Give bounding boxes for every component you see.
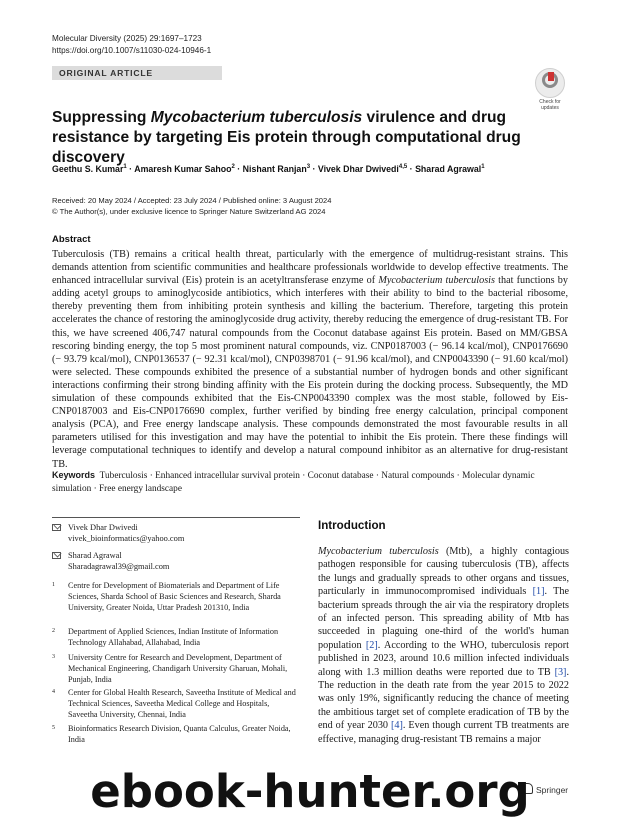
abstract-heading: Abstract <box>52 234 91 245</box>
email-link[interactable]: vivek_bioinformatics@yahoo.com <box>68 534 185 543</box>
article-type-banner: ORIGINAL ARTICLE <box>52 66 222 80</box>
keywords <box>52 469 568 496</box>
journal-citation: Molecular Diversity (2025) 29:1697–1723 <box>52 34 202 43</box>
abstract-text: Tuberculosis (TB) remains a critical health threat, particularly with the emergence of multidrug-resistant strains. This demands attention from scientific communities and healthcare professionals worldwide to develop effective treatments. The enhanced intracellular survival (Eis) protein is an acetyltransferase enzyme of Mycobacterium tuberculosis that functions by adding acetyl groups to aminoglycoside antibiotics, which interferes with their ability to bind to the bacterial ribosome, thereby preventing them from inhibiting protein synthesis and killing the bacterium. Therefore, targeting this protein accelerates the chance of restoring the aminoglycoside drug activity, thereby reducing the emergence of drug-resistant TB. For this, we have screened 406,747 natural compounds from the Coconut database against Eis protein. Based on MM/GBSA rescoring binding energy, the top 5 most prominent natural compounds, viz. CNP0187003 (− 96.14 kcal/mol), CNP0176690 (− 93.79 kcal/mol), CNP0136537 (− 92.31 kcal/mol), CNP0398701 (− 91.96 kcal/mol), and CNP0043390 (− 91.60 kcal/mol) were selected. These compounds exhibited the presence of a substantial number of hydrogen bonds and other significant interactions confirming their strong binding affinity with the Eis protein during the docking process. Subsequently, the MD simulation of these compounds exhibited that the Eis-CNP0043390 complex was the most stable, followed by Eis-CNP0187003 and Eis-CNP0176690 complex, further verified by binding free energy calculation, principal component analysis (PCA), and Free energy landscape analysis. These compounds demonstrated the most favourable results in all parameters utilised for this investigation and may have the potential to inhibit the Eis protein. There these findings will leverage computational techniques to identify and develop a natural compound inhibitor as an alternative for drug-resistant TB. <box>52 249 568 470</box>
introduction-heading: Introduction <box>318 519 386 532</box>
check-for-updates-icon[interactable] <box>535 68 565 98</box>
publication-dates: Received: 20 May 2024 / Accepted: 23 July 2024 / Published online: 3 August 2024 © The Author(s), under exclusive licence to Springer Nature Switzerland AG 2024 <box>52 196 332 216</box>
introduction-text: Mycobacterium tuberculosis (Mtb), a highly contagious pathogen responsible for causing tuberculosis (TB), affects the lungs and gradually spreads to other organs and tissues, particularly in immunocompromised individuals [1]. The bacterium spreads through the air via the respiratory droplets of an infected person. This spreading ability of Mtb has succeeded in plaguing one-third of the world's human population [2]. According to the WHO, tuberculosis report published in 2023, around 10.6 million infected individuals along with 1.3 million deaths were reported due to TB [3]. The reduction in the death rate from the year 2015 to 2022 was only 19%, significantly reducing the chance of meeting the ambitious target set of complete eradication of TB by the end of year 2030 [4]. Even though current TB treatments are effective, managing drug-resistant TB remains a major <box>318 546 570 745</box>
journal-doi[interactable]: https://doi.org/10.1007/s11030-024-10946-1 <box>52 46 212 55</box>
footnote-divider <box>52 517 300 518</box>
envelope-icon <box>52 524 61 531</box>
journal-info <box>52 33 211 57</box>
citation-link[interactable]: [1] <box>532 586 545 598</box>
citation-link[interactable]: [3] <box>554 666 567 678</box>
watermark: ebook-hunter.org <box>90 765 530 818</box>
author: Amaresh Kumar Sahoo <box>134 164 232 174</box>
citation-link[interactable]: [4] <box>390 720 403 732</box>
keywords-text: Tuberculosis · Enhanced intracellular survival protein · Coconut database · Natural compounds · Molecular dynamic simulation · Free energy landscape <box>52 471 535 494</box>
keywords-label: Keywords <box>52 470 96 480</box>
email-link[interactable]: Sharadagrawal39@gmail.com <box>68 562 170 571</box>
author: Nishant Ranjan <box>242 164 307 174</box>
citation-link[interactable]: [2] <box>365 639 378 651</box>
publisher-logo: Springer <box>522 783 568 795</box>
article-title: Suppressing Mycobacterium tuberculosis virulence and drug resistance by targeting Eis protein through computational drug discovery <box>52 109 521 166</box>
envelope-icon <box>52 552 61 559</box>
author: Sharad Agrawal <box>415 164 482 174</box>
author-list: Geethu S. Kumar$^1$ · Amaresh Kumar Sahoo$^2$ · Nishant Ranjan$^3$ · Vivek Dhar Dwivedi$^{4,5}$ · Sharad Agrawal$^1$ <box>52 164 485 174</box>
author: Geethu S. Kumar <box>52 164 124 174</box>
author: Vivek Dhar Dwivedi <box>317 164 399 174</box>
check-for-updates-label[interactable]: Check for updates <box>539 99 561 111</box>
